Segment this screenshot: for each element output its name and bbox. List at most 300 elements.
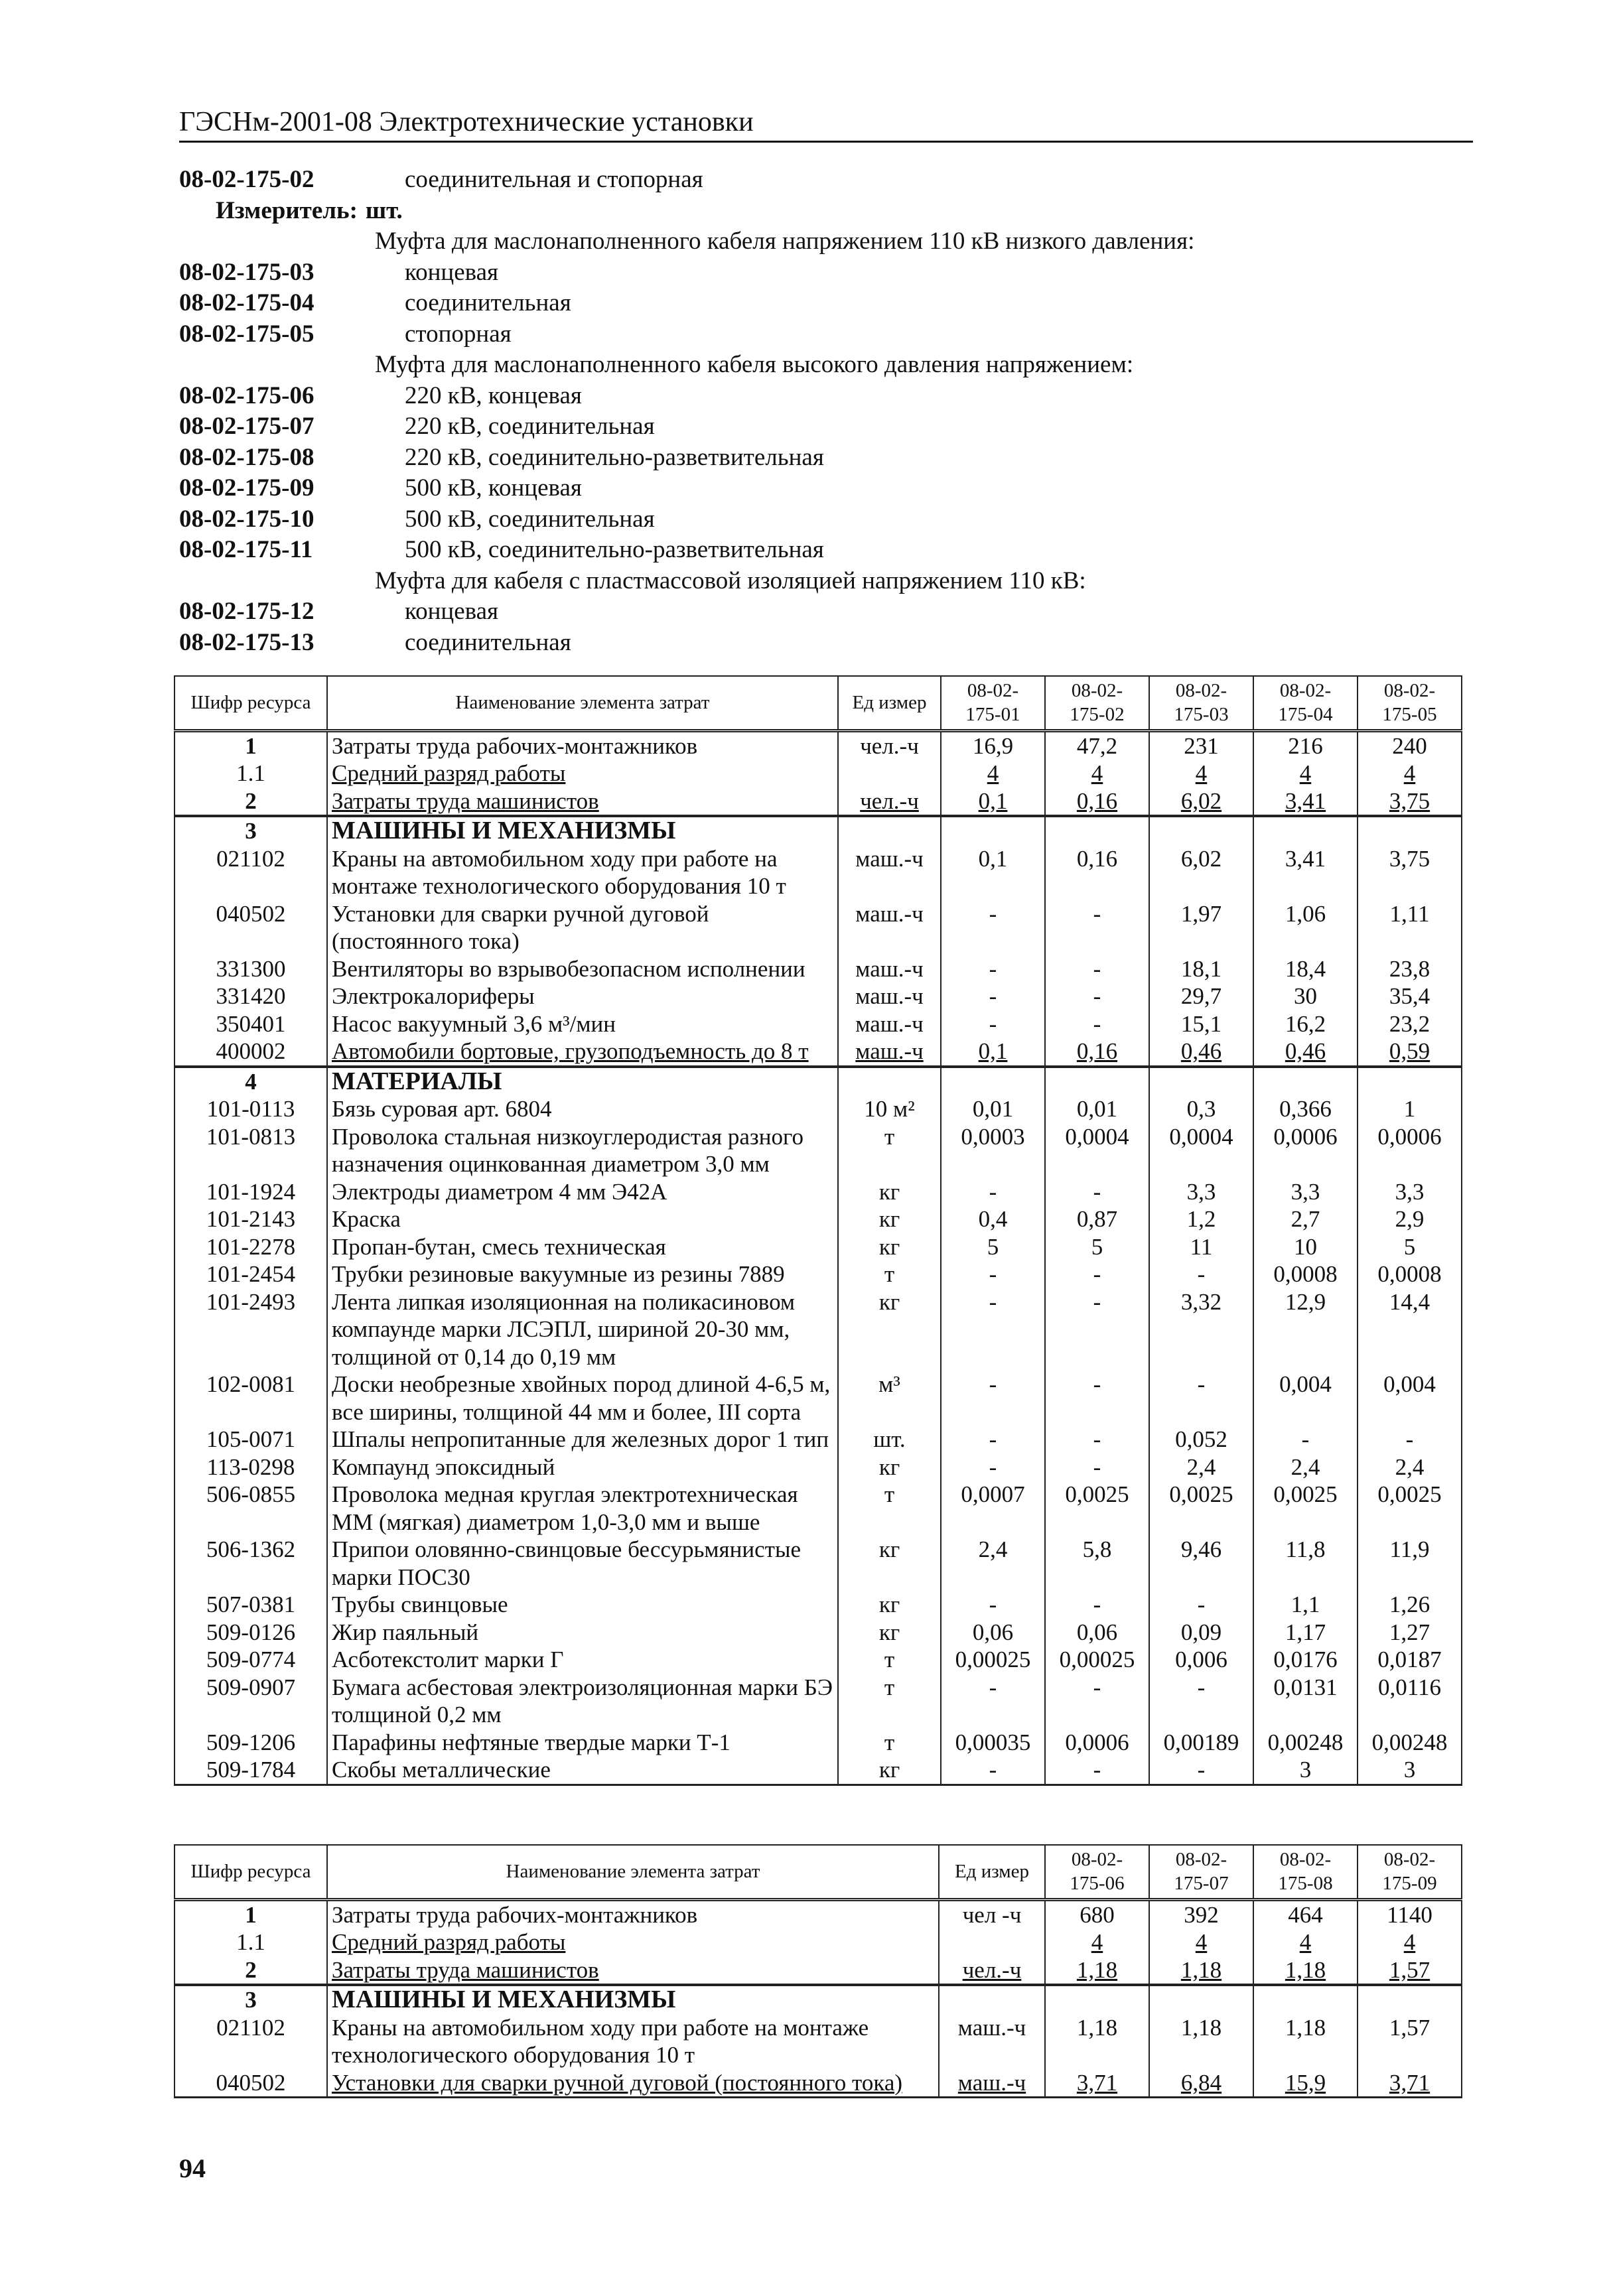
norm-value: 240 [1358, 730, 1462, 760]
norm-value: 3,71 [1358, 2069, 1462, 2098]
norm-value: - [1149, 1260, 1253, 1288]
resource-table-2 [174, 1844, 1462, 2098]
table-row [174, 1233, 1462, 1261]
norm-value: 680 [1045, 1899, 1149, 1928]
cost-element-name: Проволока медная круглая электротехническая ММ (мягкая) диаметром 1,0-3,0 мм и выше [327, 1481, 838, 1536]
table-row [174, 1260, 1462, 1288]
cost-element-name: Автомобили бортовые, грузоподъемность до 8 т [327, 1038, 838, 1067]
norm-value: 0,0008 [1253, 1260, 1358, 1288]
table-row [174, 1591, 1462, 1619]
code-line [179, 288, 1473, 319]
unit-of-measure: чел.-ч [838, 730, 941, 760]
unit-of-measure: т [838, 1481, 941, 1536]
norm-value [1045, 1067, 1149, 1096]
resource-description: 220 кВ, концевая [405, 381, 582, 409]
norm-value: 0,366 [1253, 1095, 1358, 1123]
resource-code: 101-0113 [174, 1095, 327, 1123]
norm-value: 0,00035 [941, 1729, 1045, 1757]
table-row [174, 816, 1462, 845]
cost-element-name: Пропан-бутан, смесь техническая [327, 1233, 838, 1261]
resource-code: 101-2454 [174, 1260, 327, 1288]
resource-code: 1 [174, 730, 327, 760]
resource-code: 113-0298 [174, 1453, 327, 1481]
norm-value [1358, 1067, 1462, 1096]
norm-value: 1,57 [1358, 2014, 1462, 2069]
code-line [179, 196, 1473, 227]
table-row [174, 1646, 1462, 1674]
table-row [174, 1956, 1462, 1986]
resource-code: 08-02-175-03 [179, 258, 314, 286]
unit-of-measure: т [838, 1123, 941, 1178]
cost-element-name: Электроды диаметром 4 мм Э42А [327, 1178, 838, 1206]
unit-of-measure: т [838, 1646, 941, 1674]
table-row [174, 1536, 1462, 1591]
norm-value [1358, 1985, 1462, 2014]
norm-value: 0,1 [941, 845, 1045, 900]
norm-value: 0,004 [1358, 1371, 1462, 1426]
table-row [174, 1288, 1462, 1371]
norm-value: 3,41 [1253, 845, 1358, 900]
table-row [174, 1619, 1462, 1647]
norm-value: 11 [1149, 1233, 1253, 1261]
norm-value: 0,46 [1149, 1038, 1253, 1067]
resource-description: соединительная и стопорная [405, 166, 703, 193]
resource-code: 021102 [174, 845, 327, 900]
cost-element-name: Припои оловянно-свинцовые бессурьмянистые марки ПОС30 [327, 1536, 838, 1591]
code-line [179, 628, 1473, 659]
norm-value: 0,0006 [1358, 1123, 1462, 1178]
norm-value: - [1045, 1674, 1149, 1729]
cost-element-name: Парафины нефтяные твердые марки Т-1 [327, 1729, 838, 1757]
column-header: 08-02- 175-03 [1149, 676, 1253, 730]
norm-value: 11,9 [1358, 1536, 1462, 1591]
resource-code: 102-0081 [174, 1371, 327, 1426]
norm-value: 3 [1358, 1756, 1462, 1785]
resource-code: 08-02-175-08 [179, 443, 314, 471]
norm-value: 5 [941, 1233, 1045, 1261]
unit-of-measure: т [838, 1729, 941, 1757]
norm-value: - [941, 1756, 1045, 1785]
unit-of-measure: кг [838, 1536, 941, 1591]
resource-description: соединительная [405, 289, 571, 316]
column-header: 08-02- 175-02 [1045, 676, 1149, 730]
code-line [179, 566, 1473, 597]
norm-value: - [941, 1674, 1045, 1729]
norm-value: 1,97 [1149, 900, 1253, 955]
table-row [174, 955, 1462, 983]
table-row [174, 2014, 1462, 2069]
code-line [179, 226, 1473, 257]
table-row [174, 1178, 1462, 1206]
unit-of-measure: кг [838, 1591, 941, 1619]
cost-element-name: Средний разряд работы [327, 1928, 939, 1956]
cost-element-name: МАТЕРИАЛЫ [327, 1067, 838, 1096]
page-number: 94 [179, 2153, 206, 2183]
norm-value: 231 [1149, 730, 1253, 760]
norm-value: 18,4 [1253, 955, 1358, 983]
norm-value: 4 [1358, 760, 1462, 787]
table-row [174, 1205, 1462, 1233]
norm-value: 1,18 [1149, 1956, 1253, 1986]
column-header: 08-02- 175-01 [941, 676, 1045, 730]
table-row [174, 1756, 1462, 1785]
resource-code: 509-0126 [174, 1619, 327, 1647]
norm-value: 15,1 [1149, 1010, 1253, 1038]
norm-value: 1,18 [1045, 1956, 1149, 1986]
group-heading: Муфта для кабеля с пластмассовой изоляцией напряжением 110 кВ: [375, 567, 1086, 594]
resource-code: 08-02-175-09 [179, 474, 314, 502]
norm-value: - [1045, 1591, 1149, 1619]
resource-code: 08-02-175-11 [179, 536, 313, 563]
norm-value: 1,11 [1358, 900, 1462, 955]
norm-value: 10 [1253, 1233, 1358, 1261]
norm-value: - [941, 900, 1045, 955]
resource-code: 101-1924 [174, 1178, 327, 1206]
norm-value: - [941, 1591, 1045, 1619]
code-line [179, 473, 1473, 504]
norm-value: 1,26 [1358, 1591, 1462, 1619]
cost-element-name: Асботекстолит марки Г [327, 1646, 838, 1674]
unit-of-measure: маш.-ч [838, 845, 941, 900]
norm-value: - [941, 1010, 1045, 1038]
norm-value: 0,0006 [1045, 1729, 1149, 1757]
norm-value: 1,06 [1253, 900, 1358, 955]
norm-value [1149, 816, 1253, 845]
norm-value: 5 [1358, 1233, 1462, 1261]
table-row [174, 1928, 1462, 1956]
cost-element-name: Краны на автомобильном ходу при работе на монтаже технологического оборудования 10 т [327, 2014, 939, 2069]
norm-value: 392 [1149, 1899, 1253, 1928]
resource-code: 101-2278 [174, 1233, 327, 1261]
unit-of-measure: маш.-ч [838, 982, 941, 1010]
resource-code: 08-02-175-12 [179, 598, 314, 625]
norm-value: 0,09 [1149, 1619, 1253, 1647]
cost-element-name: Затраты труда рабочих-монтажников [327, 1899, 939, 1928]
norm-value: 18,1 [1149, 955, 1253, 983]
unit-of-measure: т [838, 1260, 941, 1288]
table-row [174, 1010, 1462, 1038]
norm-value: 3,75 [1358, 845, 1462, 900]
unit-of-measure [838, 816, 941, 845]
cost-element-name: Установки для сварки ручной дуговой (постоянного тока) [327, 2069, 939, 2098]
table-row [174, 1985, 1462, 2014]
norm-value: - [1045, 982, 1149, 1010]
norm-value: - [1045, 1288, 1149, 1371]
resource-code: 08-02-175-05 [179, 320, 314, 348]
norm-value: - [941, 1260, 1045, 1288]
norm-value: 0,004 [1253, 1371, 1358, 1426]
column-header: 08-02- 175-08 [1253, 1845, 1358, 1899]
norm-value: 2,4 [1358, 1453, 1462, 1481]
resource-code: 509-1784 [174, 1756, 327, 1785]
norm-value: 3 [1253, 1756, 1358, 1785]
table-row [174, 900, 1462, 955]
resource-code: 509-0774 [174, 1646, 327, 1674]
norm-value: 4 [1045, 760, 1149, 787]
unit-of-measure: кг [838, 1205, 941, 1233]
resource-code: 08-02-175-13 [179, 628, 314, 656]
resource-description: 500 кВ, соединительная [405, 505, 655, 533]
norm-value: 3,32 [1149, 1288, 1253, 1371]
norm-value: 0,00248 [1358, 1729, 1462, 1757]
norm-value: 0,0116 [1358, 1674, 1462, 1729]
norm-value: 0,0006 [1253, 1123, 1358, 1178]
norm-value: 0,0025 [1358, 1481, 1462, 1536]
resource-table-1 [174, 675, 1462, 1786]
cost-element-name: Насос вакуумный 3,6 м³/мин [327, 1010, 838, 1038]
resource-description: концевая [405, 598, 499, 625]
unit-of-measure: маш.-ч [939, 2069, 1045, 2098]
norm-value: 1,27 [1358, 1619, 1462, 1647]
unit-of-measure: чел -ч [939, 1899, 1045, 1928]
resource-code: 08-02-175-02 [179, 166, 314, 193]
norm-value: 9,46 [1149, 1536, 1253, 1591]
norm-value: 0,0004 [1045, 1123, 1149, 1178]
cost-element-name: Трубки резиновые вакуумные из резины 7889 [327, 1260, 838, 1288]
cost-element-name: Доски необрезные хвойных пород длиной 4-6,5 м, все ширины, толщиной 44 мм и более, III сорта [327, 1371, 838, 1426]
resource-description: 500 кВ, соединительно-разветвительная [405, 536, 824, 563]
table-row [174, 1123, 1462, 1178]
norm-value: 0,0025 [1149, 1481, 1253, 1536]
cost-element-name: Затраты труда машинистов [327, 1956, 939, 1986]
table-row [174, 1729, 1462, 1757]
norm-value [1045, 816, 1149, 845]
resource-code: 331420 [174, 982, 327, 1010]
norm-value: 23,8 [1358, 955, 1462, 983]
resource-code: 506-1362 [174, 1536, 327, 1591]
unit-of-measure: чел.-ч [838, 787, 941, 817]
resource-description: соединительная [405, 628, 571, 656]
measure-label: Измеритель: [216, 196, 358, 224]
table-row [174, 1426, 1462, 1453]
table-row [174, 1453, 1462, 1481]
norm-value: 4 [1149, 1928, 1253, 1956]
norm-value: 0,06 [941, 1619, 1045, 1647]
norm-value: 3,75 [1358, 787, 1462, 817]
norm-value: - [1045, 1178, 1149, 1206]
norm-value: 0,01 [941, 1095, 1045, 1123]
unit-of-measure: кг [838, 1288, 941, 1371]
unit-of-measure: кг [838, 1619, 941, 1647]
resource-code: 4 [174, 1067, 327, 1096]
unit-of-measure [939, 1985, 1045, 2014]
norm-value [1149, 1067, 1253, 1096]
norm-value: 0,4 [941, 1205, 1045, 1233]
table-row [174, 1038, 1462, 1067]
norm-value: 0,46 [1253, 1038, 1358, 1067]
table-row [174, 1481, 1462, 1536]
unit-of-measure: м³ [838, 1371, 941, 1426]
norm-value: 1,1 [1253, 1591, 1358, 1619]
column-header: Ед измер [838, 676, 941, 730]
norm-value: 0,16 [1045, 845, 1149, 900]
table-row [174, 760, 1462, 787]
table-row [174, 1095, 1462, 1123]
norm-value: - [1045, 1010, 1149, 1038]
resource-code: 1 [174, 1899, 327, 1928]
resource-code: 2 [174, 787, 327, 817]
norm-value: 6,84 [1149, 2069, 1253, 2098]
column-header: 08-02- 175-06 [1045, 1845, 1149, 1899]
norm-value: 1,18 [1045, 2014, 1149, 2069]
resource-description: 500 кВ, концевая [405, 474, 582, 502]
norm-value [1253, 1067, 1358, 1096]
norm-value: 4 [1253, 1928, 1358, 1956]
unit-of-measure: маш.-ч [838, 1038, 941, 1067]
unit-of-measure [939, 1928, 1045, 1956]
norm-value: - [1149, 1591, 1253, 1619]
norm-value: - [1045, 1756, 1149, 1785]
norm-value: 2,4 [1149, 1453, 1253, 1481]
unit-of-measure: кг [838, 1178, 941, 1206]
norm-value: - [1045, 1426, 1149, 1453]
code-line [179, 504, 1473, 535]
resource-code: 2 [174, 1956, 327, 1986]
norm-value: 16,9 [941, 730, 1045, 760]
norm-value: 2,7 [1253, 1205, 1358, 1233]
norm-value: 1,17 [1253, 1619, 1358, 1647]
norm-value: - [1149, 1756, 1253, 1785]
cost-element-name: Компаунд эпоксидный [327, 1453, 838, 1481]
cost-element-name: Установки для сварки ручной дуговой (постоянного тока) [327, 900, 838, 955]
table-row [174, 2069, 1462, 2098]
column-header: 08-02- 175-04 [1253, 676, 1358, 730]
norm-value: - [1045, 900, 1149, 955]
norm-value: 0,0025 [1253, 1481, 1358, 1536]
norm-value: 2,9 [1358, 1205, 1462, 1233]
resource-code: 021102 [174, 2014, 327, 2069]
norm-value: 30 [1253, 982, 1358, 1010]
table-row [174, 787, 1462, 817]
column-header: 08-02- 175-09 [1358, 1845, 1462, 1899]
code-line [179, 442, 1473, 474]
norm-value: 1,57 [1358, 1956, 1462, 1986]
norm-value: - [941, 955, 1045, 983]
unit-of-measure: маш.-ч [838, 900, 941, 955]
norm-value: 0,00248 [1253, 1729, 1358, 1757]
norm-value: 5 [1045, 1233, 1149, 1261]
norm-value: - [1358, 1426, 1462, 1453]
resource-description: 220 кВ, соединительная [405, 413, 655, 440]
unit-of-measure: маш.-ч [939, 2014, 1045, 2069]
resource-code: 105-0071 [174, 1426, 327, 1453]
resource-code: 040502 [174, 2069, 327, 2098]
unit-of-measure: кг [838, 1756, 941, 1785]
norm-value: 0,3 [1149, 1095, 1253, 1123]
code-list [179, 165, 1473, 658]
norm-value [941, 1067, 1045, 1096]
cost-element-name: Затраты труда рабочих-монтажников [327, 730, 838, 760]
table-row [174, 1899, 1462, 1928]
column-header: Шифр ресурса [174, 676, 327, 730]
resource-code: 331300 [174, 955, 327, 983]
norm-value: 4 [1358, 1928, 1462, 1956]
norm-value: 12,9 [1253, 1288, 1358, 1371]
cost-element-name: Вентиляторы во взрывобезопасном исполнении [327, 955, 838, 983]
norm-value: 0,59 [1358, 1038, 1462, 1067]
norm-value [1253, 816, 1358, 845]
code-line [179, 535, 1473, 566]
unit-of-measure: т [838, 1674, 941, 1729]
unit-of-measure: 10 м² [838, 1095, 941, 1123]
cost-element-name: Краска [327, 1205, 838, 1233]
norm-value: - [941, 1288, 1045, 1371]
norm-value: 14,4 [1358, 1288, 1462, 1371]
unit-of-measure: шт. [838, 1426, 941, 1453]
norm-value: 47,2 [1045, 730, 1149, 760]
code-line [179, 350, 1473, 381]
norm-value: 1,18 [1149, 2014, 1253, 2069]
group-heading: Муфта для маслонаполненного кабеля напряжением 110 кВ низкого давления: [375, 228, 1195, 255]
norm-value: 1140 [1358, 1899, 1462, 1928]
norm-value: 0,00189 [1149, 1729, 1253, 1757]
norm-value: 4 [1045, 1928, 1149, 1956]
code-line [179, 165, 1473, 196]
column-header: Наименование элемента затрат [327, 1845, 939, 1899]
norm-value: - [1253, 1426, 1358, 1453]
column-header: Наименование элемента затрат [327, 676, 838, 730]
norm-value: 3,71 [1045, 2069, 1149, 2098]
code-line [179, 596, 1473, 628]
cost-element-name: Средний разряд работы [327, 760, 838, 787]
norm-value: 0,0007 [941, 1481, 1045, 1536]
code-line [179, 381, 1473, 412]
resource-code: 101-2493 [174, 1288, 327, 1371]
norm-value: 464 [1253, 1899, 1358, 1928]
group-heading: Муфта для маслонаполненного кабеля высокого давления напряжением: [375, 351, 1134, 378]
norm-value: - [1045, 955, 1149, 983]
norm-value [1358, 816, 1462, 845]
norm-value: 0,006 [1149, 1646, 1253, 1674]
table-row [174, 1371, 1462, 1426]
norm-value: 0,0025 [1045, 1481, 1149, 1536]
code-line [179, 411, 1473, 442]
norm-value: - [1045, 1371, 1149, 1426]
norm-value: 0,16 [1045, 1038, 1149, 1067]
norm-value: 0,87 [1045, 1205, 1149, 1233]
table-row [174, 845, 1462, 900]
norm-value [941, 816, 1045, 845]
norm-value: 2,4 [941, 1536, 1045, 1591]
norm-value: 29,7 [1149, 982, 1253, 1010]
norm-value: - [941, 1178, 1045, 1206]
resource-code: 040502 [174, 900, 327, 955]
table-row [174, 1067, 1462, 1096]
norm-value: 2,4 [1253, 1453, 1358, 1481]
resource-description: 220 кВ, соединительно-разветвительная [405, 443, 824, 471]
norm-value: - [1045, 1453, 1149, 1481]
cost-element-name: Краны на автомобильном ходу при работе на монтаже технологического оборудования 10 т [327, 845, 838, 900]
resource-description: концевая [405, 258, 499, 286]
norm-value: 4 [1149, 760, 1253, 787]
norm-value [1045, 1985, 1149, 2014]
norm-value: 0,06 [1045, 1619, 1149, 1647]
norm-value: 5,8 [1045, 1536, 1149, 1591]
norm-value: 0,052 [1149, 1426, 1253, 1453]
cost-element-name: Затраты труда машинистов [327, 787, 838, 817]
column-header: 08-02- 175-05 [1358, 676, 1462, 730]
norm-value: 0,0176 [1253, 1646, 1358, 1674]
cost-element-name: МАШИНЫ И МЕХАНИЗМЫ [327, 1985, 939, 2014]
norm-value: 11,8 [1253, 1536, 1358, 1591]
norm-value: 1,2 [1149, 1205, 1253, 1233]
unit-of-measure [838, 760, 941, 787]
resource-code: 400002 [174, 1038, 327, 1067]
column-header: Ед измер [939, 1845, 1045, 1899]
cost-element-name: Шпалы непропитанные для железных дорог 1 тип [327, 1426, 838, 1453]
cost-element-name: Скобы металлические [327, 1756, 838, 1785]
norm-value: - [1045, 1260, 1149, 1288]
